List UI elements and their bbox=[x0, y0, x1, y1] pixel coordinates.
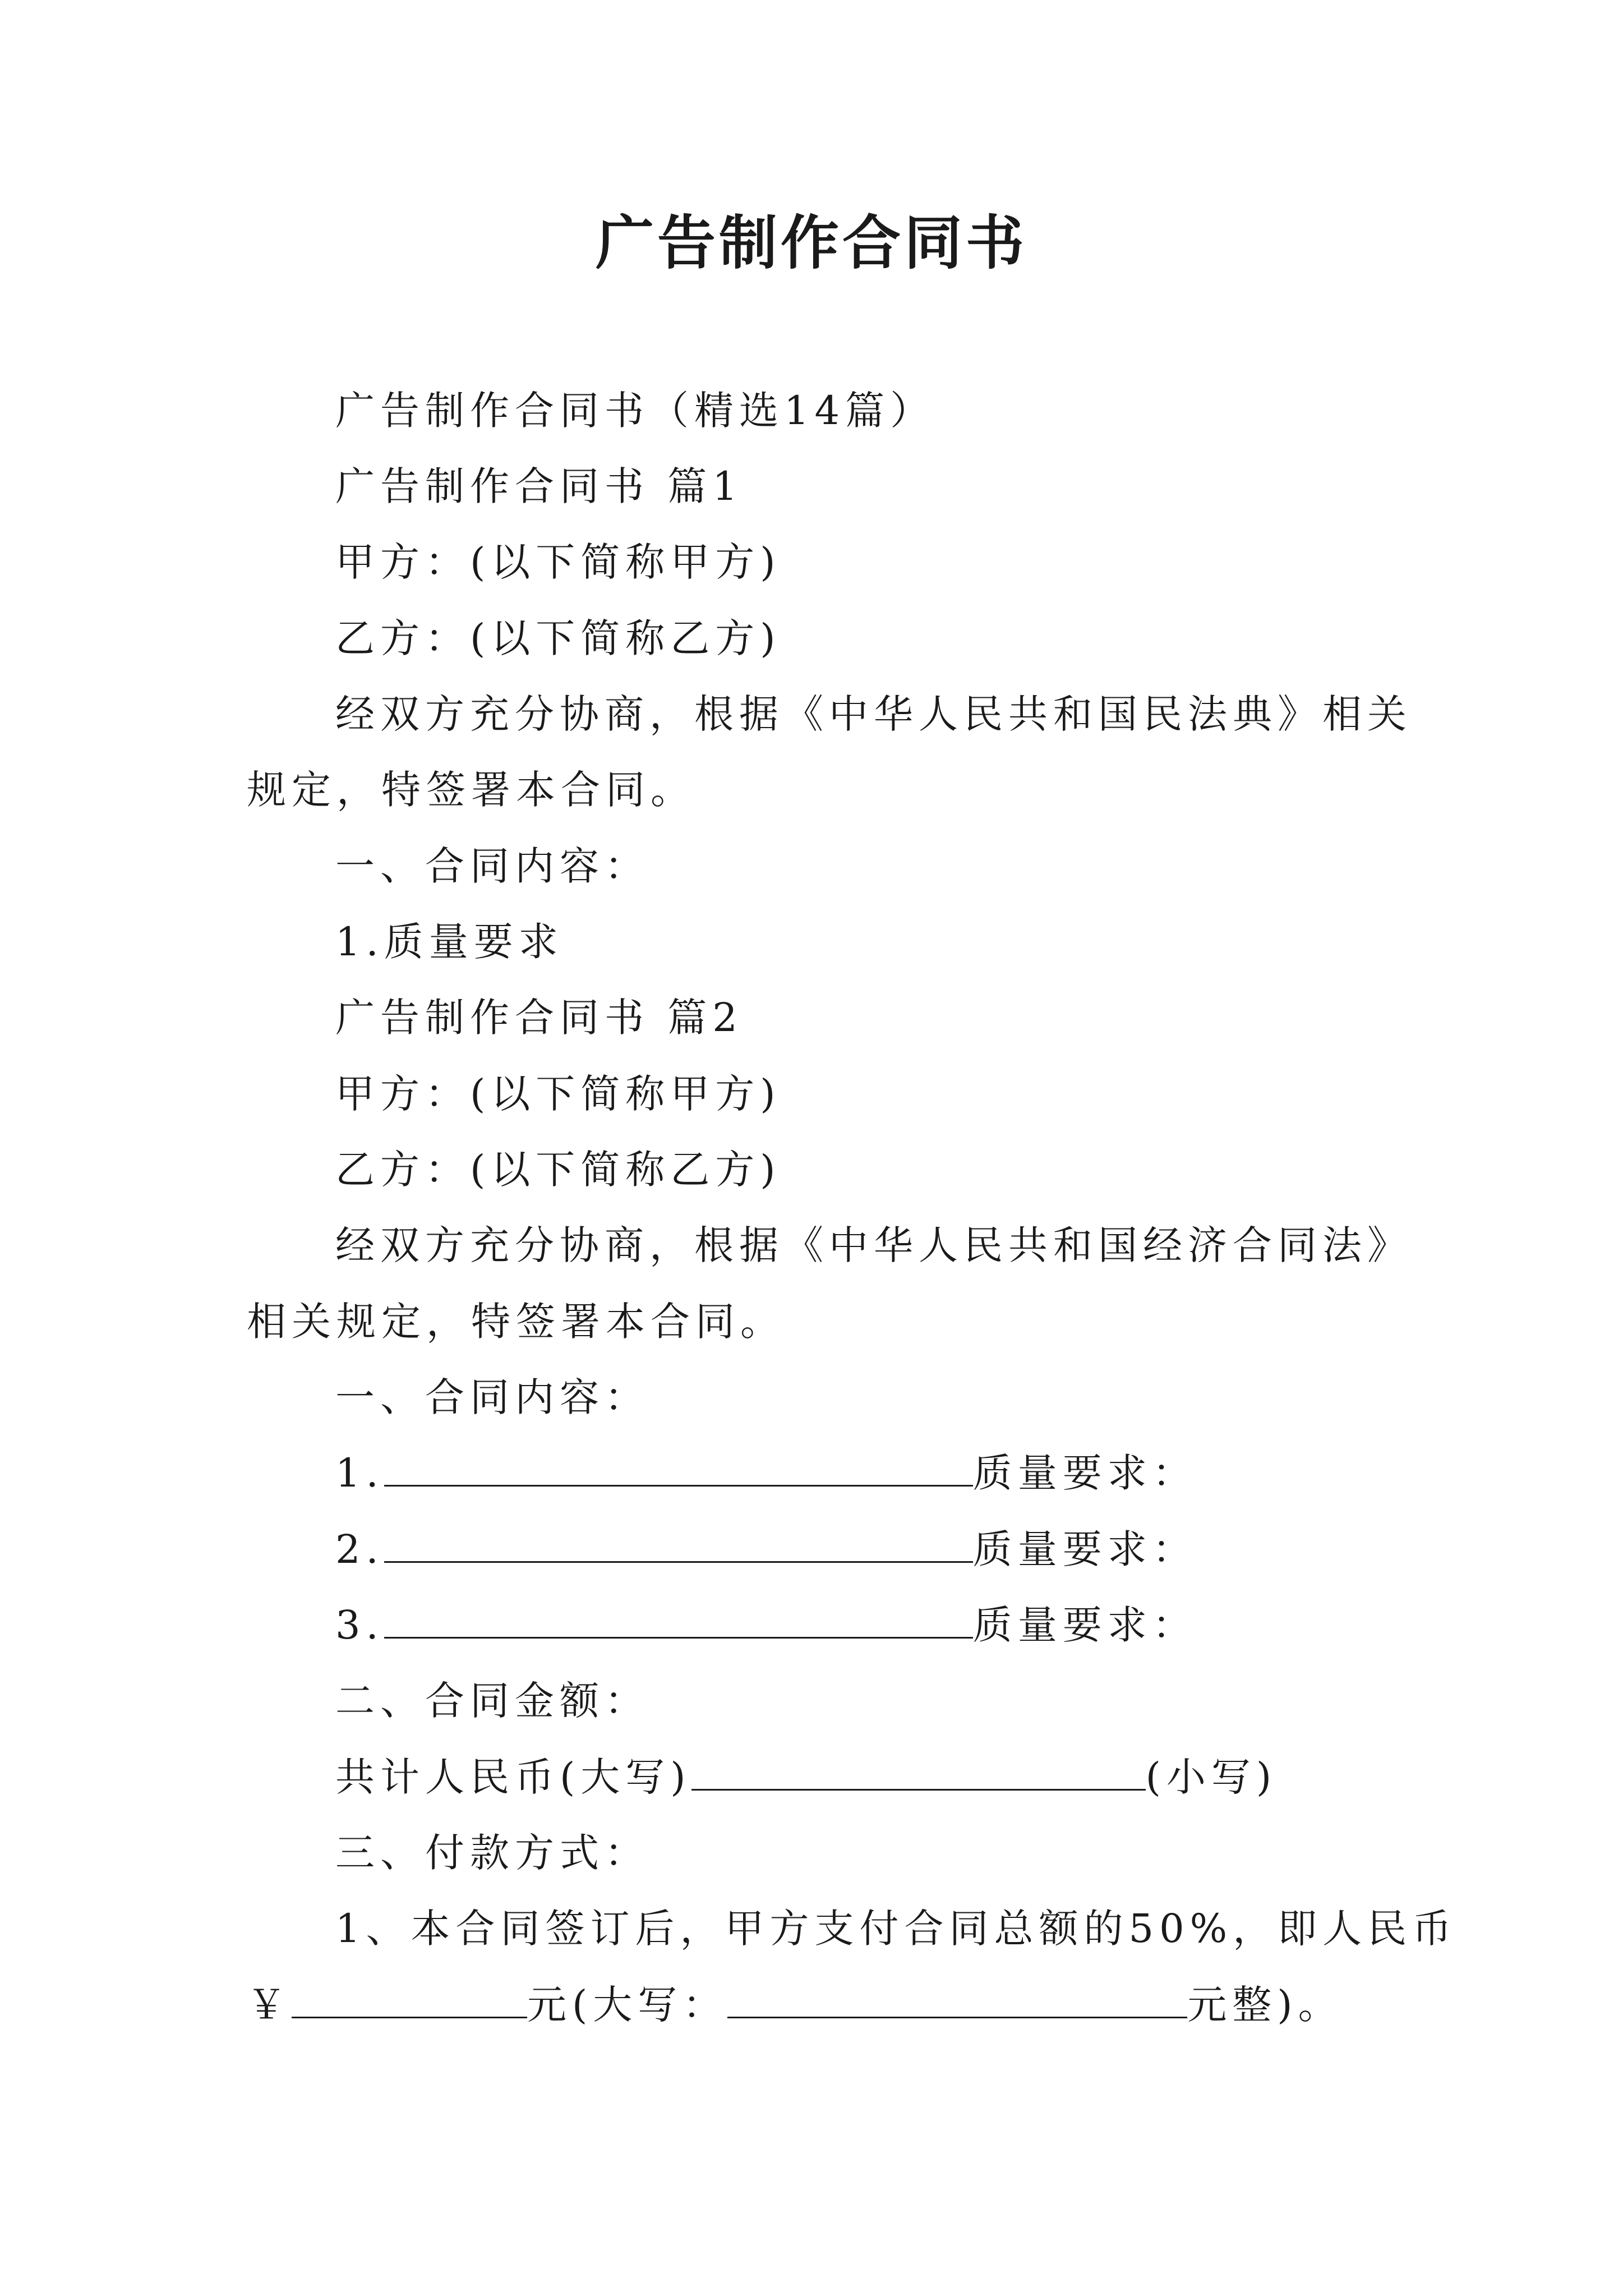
party-a-line-2: 甲方：(以下简称甲方) bbox=[335, 1071, 781, 1117]
preamble-line-2: 规定，特签署本合同。 bbox=[247, 767, 695, 813]
payment-end-text: 元整)。 bbox=[1187, 1982, 1343, 2028]
amount-figure-blank bbox=[292, 1982, 527, 2018]
fill-blank bbox=[384, 1602, 973, 1639]
preamble-2-line-2: 相关规定，特签署本合同。 bbox=[247, 1299, 785, 1345]
fill-blank bbox=[384, 1526, 973, 1563]
party-a-line: 甲方：(以下简称甲方) bbox=[335, 539, 781, 585]
preamble-line-1: 经双方充分协商，根据《中华人民共和国民法典》相关 bbox=[335, 691, 1412, 737]
item-label: 质量要求： bbox=[972, 1450, 1197, 1496]
content-item-2 bbox=[335, 1521, 1197, 1577]
amount-prefix: 共计人民币(大写) bbox=[335, 1754, 691, 1800]
amount-suffix: (小写) bbox=[1145, 1754, 1278, 1800]
item-number: 2. bbox=[335, 1526, 384, 1572]
amount-blank bbox=[691, 1754, 1146, 1791]
amount-words-blank bbox=[727, 1982, 1187, 2018]
item-label: 质量要求： bbox=[972, 1602, 1197, 1648]
content-item-3 bbox=[335, 1597, 1197, 1653]
payment-middle-text: 元(大写： bbox=[527, 1982, 728, 2028]
item-number: 1. bbox=[335, 1450, 384, 1496]
content-item-1 bbox=[335, 1445, 1197, 1501]
document-subtitle: 广告制作合同书（精选14篇） bbox=[335, 388, 935, 434]
contract-content-heading-2: 一、合同内容： bbox=[335, 1374, 649, 1420]
section-heading-2: 广告制作合同书 篇2 bbox=[335, 995, 743, 1041]
payment-line-1: 1、本合同签订后，甲方支付合同总额的50%，即人民币 bbox=[335, 1906, 1458, 1952]
payment-line-2 bbox=[247, 1977, 1343, 2033]
currency-sign: ￥ bbox=[247, 1982, 292, 2028]
contract-content-heading: 一、合同内容： bbox=[335, 843, 649, 889]
item-number: 3. bbox=[335, 1602, 384, 1648]
party-b-line-2: 乙方：(以下简称乙方) bbox=[335, 1147, 781, 1193]
payment-heading: 三、付款方式： bbox=[335, 1830, 649, 1876]
amount-heading: 二、合同金额： bbox=[335, 1678, 649, 1724]
party-b-line: 乙方：(以下简称乙方) bbox=[335, 615, 781, 661]
amount-line bbox=[335, 1749, 1277, 1805]
preamble-2-line-1: 经双方充分协商，根据《中华人民共和国经济合同法》 bbox=[335, 1222, 1412, 1268]
quality-requirement-line: 1.质量要求 bbox=[335, 919, 564, 965]
document-title: 广告制作合同书 bbox=[595, 208, 1027, 277]
fill-blank bbox=[384, 1450, 973, 1487]
section-heading-1: 广告制作合同书 篇1 bbox=[335, 463, 743, 509]
item-label: 质量要求： bbox=[972, 1526, 1197, 1572]
